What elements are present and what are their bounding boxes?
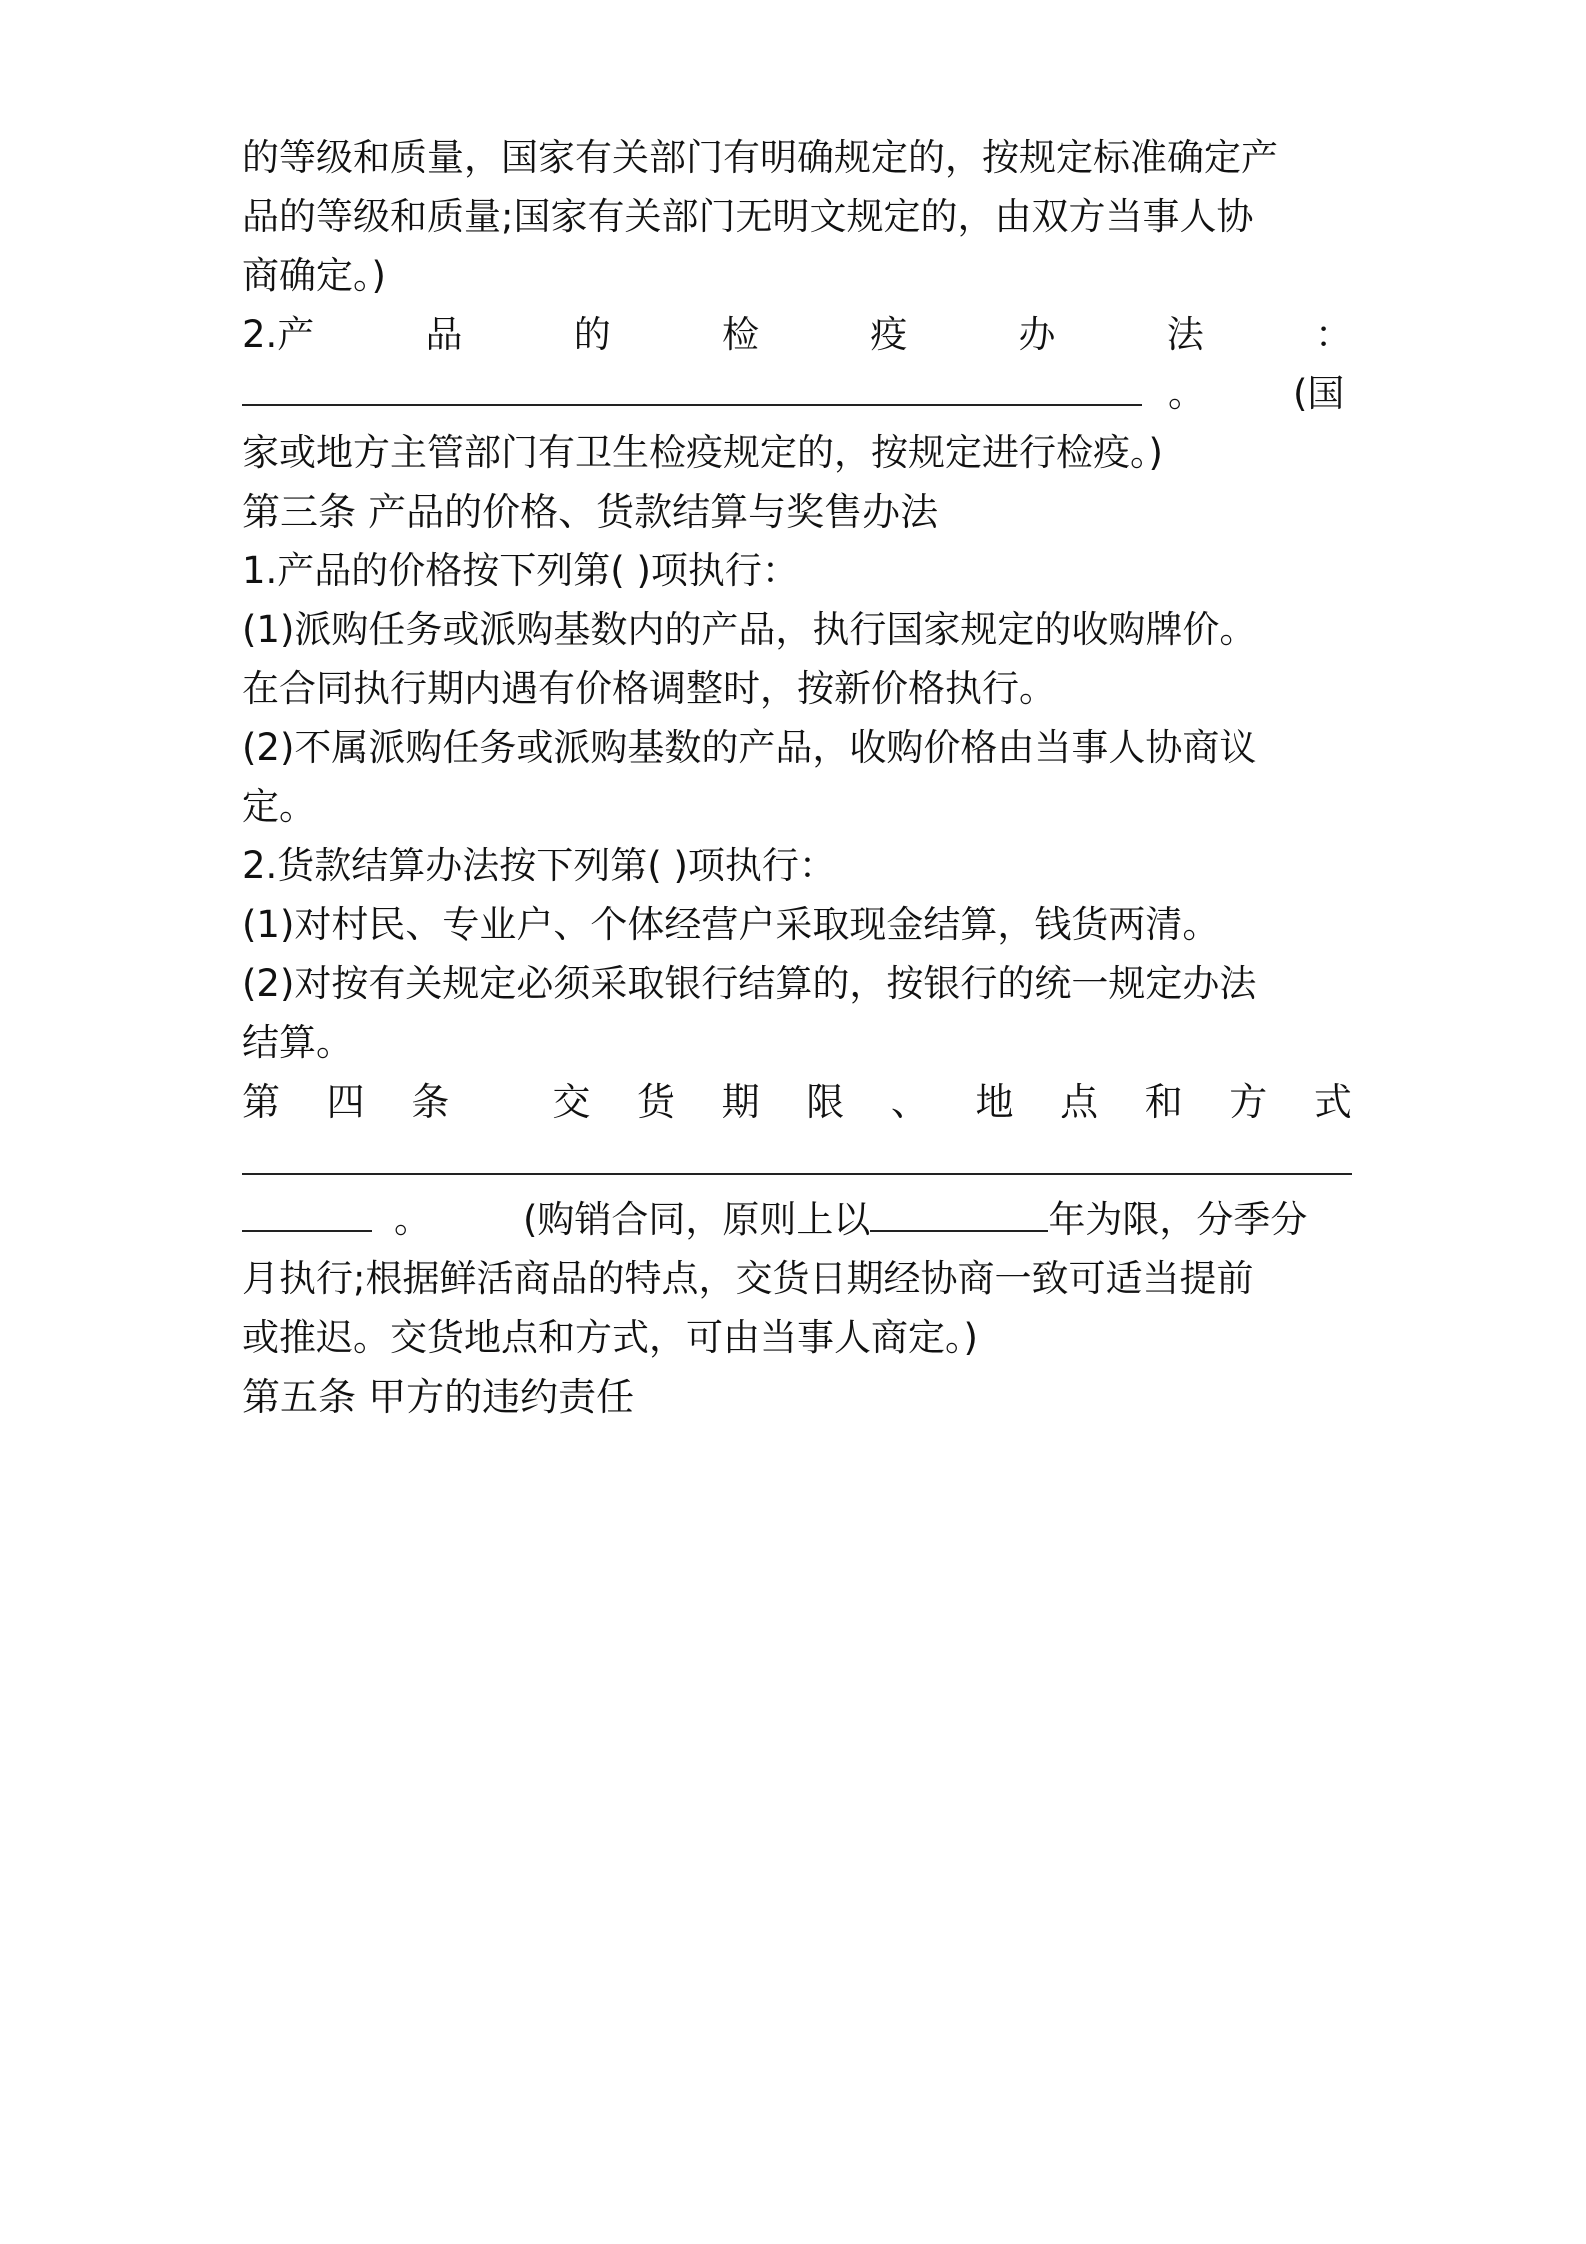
years-blank[interactable] — [870, 1190, 1048, 1232]
text-line: (1)派购任务或派购基数内的产品，执行国家规定的收购牌价。 — [242, 608, 1257, 651]
text-line: 2.货款结算办法按下列第( )项执行： — [242, 844, 836, 887]
period-mark: 。 — [394, 1198, 431, 1241]
heading-char: 品 — [425, 313, 463, 356]
note-start: (国 — [1293, 372, 1345, 415]
heading-char: 检 — [722, 313, 760, 356]
heading-char: 和 — [1144, 1080, 1183, 1124]
text-line: 1.产品的价格按下列第( )项执行： — [242, 549, 799, 592]
period-mark: 。 — [1168, 372, 1205, 415]
heading-char: 交 — [552, 1080, 591, 1124]
text-line: 或推迟。交货地点和方式，可由当事人商定。) — [242, 1316, 978, 1359]
heading-char: 法 — [1166, 313, 1204, 356]
article-5-heading: 第五条 甲方的违约责任 — [242, 1375, 635, 1419]
heading-char: 货 — [637, 1080, 676, 1124]
heading-char: 四 — [326, 1080, 365, 1124]
text-line: 品的等级和质量;国家有关部门无明文规定的，由双方当事人协 — [242, 195, 1254, 238]
text-line: (2)对按有关规定必须采取银行结算的，按银行的统一规定办法 — [242, 962, 1257, 1005]
heading-char: 期 — [721, 1080, 760, 1124]
text-line: 定。 — [242, 785, 316, 828]
item-2-blank-line — [242, 362, 1352, 426]
text-line: 月执行;根据鲜活商品的特点，交货日期经协商一致可适当提前 — [242, 1257, 1254, 1300]
heading-char: 的 — [573, 313, 611, 356]
text-line: (2)不属派购任务或派购基数的产品，收购价格由当事人协商议 — [242, 726, 1257, 769]
item-2-heading — [242, 303, 1352, 367]
fill-in-blank[interactable] — [242, 364, 1142, 406]
heading-char: 式 — [1313, 1080, 1352, 1124]
heading-char: 限 — [806, 1080, 845, 1124]
heading-char: 点 — [1060, 1080, 1099, 1124]
text-line: (1)对村民、专业户、个体经营户采取现金结算，钱货两清。 — [242, 903, 1220, 946]
article-4-note-line — [242, 1188, 1352, 1252]
text-line: 家或地方主管部门有卫生检疫规定的，按规定进行检疫。) — [242, 431, 1163, 474]
article-4-blank-line — [242, 1129, 1352, 1193]
fill-in-blank[interactable] — [242, 1129, 1352, 1175]
text-line: 在合同执行期内遇有价格调整时，按新价格执行。 — [242, 667, 1056, 710]
text-line: 商确定。) — [242, 254, 386, 297]
text-line: 的等级和质量，国家有关部门有明确规定的，按规定标准确定产 — [242, 136, 1278, 179]
heading-char: 2.产 — [242, 313, 315, 356]
heading-char: 疫 — [870, 313, 908, 356]
article-4-heading — [242, 1070, 1352, 1134]
heading-char: 第 — [242, 1080, 281, 1124]
heading-char: 方 — [1229, 1080, 1268, 1124]
heading-char: 、 — [890, 1080, 929, 1124]
heading-char: 办 — [1018, 313, 1056, 356]
fill-in-blank[interactable] — [242, 1190, 372, 1232]
note-text: (购销合同，原则上以 — [523, 1198, 871, 1241]
heading-char: ： — [1314, 313, 1352, 356]
article-3-heading: 第三条 产品的价格、货款结算与奖售办法 — [242, 490, 939, 534]
heading-char: 地 — [975, 1080, 1014, 1124]
heading-char: 条 — [411, 1080, 450, 1124]
note-text: 年为限，分季分 — [1048, 1198, 1308, 1241]
text-line: 结算。 — [242, 1021, 353, 1064]
